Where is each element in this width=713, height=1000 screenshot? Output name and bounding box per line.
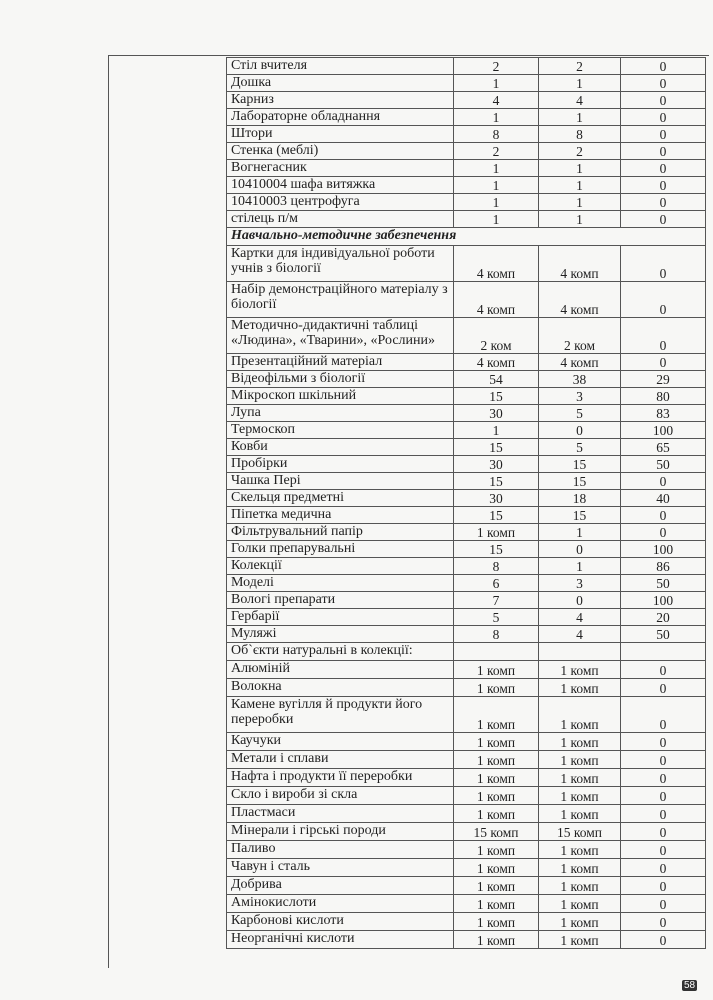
quantity-cell: 1 [454,177,539,194]
percent-cell: 65 [621,439,706,456]
percent-cell: 0 [621,751,706,769]
percent-cell: 0 [621,318,706,354]
item-name: Волокна [227,679,454,697]
percent-cell: 0 [621,143,706,160]
item-name: Муляжі [227,626,454,643]
table-row [227,609,706,626]
quantity-cell: 1 комп [454,679,539,697]
item-name: стілець п/м [227,211,454,228]
percent-cell: 0 [621,823,706,841]
table-row [227,733,706,751]
percent-cell: 0 [621,805,706,823]
quantity-cell: 8 [454,558,539,575]
count-cell: 4 [539,92,621,109]
percent-cell: 50 [621,626,706,643]
percent-cell: 0 [621,211,706,228]
count-cell: 3 [539,575,621,592]
percent-cell: 0 [621,895,706,913]
item-name: Лупа [227,405,454,422]
table-row [227,679,706,697]
count-cell: 1 [539,558,621,575]
item-name: Об`єкти натуральні в колекції: [227,643,454,661]
item-name: Стіл вчителя [227,58,454,75]
table-row [227,371,706,388]
quantity-cell: 15 комп [454,823,539,841]
count-cell: 1 комп [539,769,621,787]
table-row [227,877,706,895]
count-cell: 1 комп [539,931,621,949]
percent-cell [621,643,706,661]
table-row [227,228,706,246]
count-cell: 1 комп [539,859,621,877]
table-row [227,769,706,787]
percent-cell: 100 [621,541,706,558]
item-name: 10410003 центрофуга [227,194,454,211]
quantity-cell: 8 [454,126,539,143]
item-name: Мікроскоп шкільний [227,388,454,405]
table-row [227,697,706,733]
item-name: Каменe вугілля й продукти його переробки [227,697,454,733]
item-name: Каучуки [227,733,454,751]
quantity-cell: 1 комп [454,769,539,787]
quantity-cell: 1 комп [454,805,539,823]
quantity-cell: 15 [454,388,539,405]
count-cell: 3 [539,388,621,405]
count-cell: 1 комп [539,787,621,805]
percent-cell: 0 [621,92,706,109]
count-cell: 1 комп [539,877,621,895]
quantity-cell: 54 [454,371,539,388]
count-cell: 2 ком [539,318,621,354]
item-name: Набір демонстраційного матеріалу з біології [227,282,454,318]
item-name: Пробірки [227,456,454,473]
percent-cell: 0 [621,246,706,282]
count-cell: 15 комп [539,823,621,841]
quantity-cell: 1 [454,211,539,228]
quantity-cell: 15 [454,541,539,558]
percent-cell: 83 [621,405,706,422]
item-name: Карбонові кислоти [227,913,454,931]
inventory-table [226,57,706,949]
table-row [227,354,706,371]
quantity-cell: 1 комп [454,751,539,769]
percent-cell: 50 [621,456,706,473]
item-name: Чашка Пері [227,473,454,490]
quantity-cell: 6 [454,575,539,592]
quantity-cell: 15 [454,473,539,490]
count-cell: 1 [539,177,621,194]
percent-cell: 0 [621,160,706,177]
table-row [227,507,706,524]
quantity-cell: 4 комп [454,282,539,318]
item-name: Алюміній [227,661,454,679]
percent-cell: 0 [621,697,706,733]
table-row [227,282,706,318]
count-cell: 38 [539,371,621,388]
table-row [227,456,706,473]
count-cell: 1 [539,524,621,541]
page-number: 58 [684,980,696,991]
count-cell: 4 комп [539,354,621,371]
item-name: Паливо [227,841,454,859]
table-row [227,194,706,211]
count-cell [539,643,621,661]
percent-cell: 0 [621,931,706,949]
item-name: Гербарії [227,609,454,626]
count-cell: 1 комп [539,661,621,679]
quantity-cell: 30 [454,490,539,507]
table-row [227,558,706,575]
percent-cell: 0 [621,58,706,75]
table-row [227,643,706,661]
percent-cell: 40 [621,490,706,507]
percent-cell: 0 [621,75,706,92]
quantity-cell: 1 комп [454,661,539,679]
item-name: Фільтрувальний папір [227,524,454,541]
item-name: Презентаційний матеріал [227,354,454,371]
percent-cell: 50 [621,575,706,592]
table-row [227,661,706,679]
quantity-cell: 1 [454,422,539,439]
count-cell: 1 [539,211,621,228]
count-cell: 5 [539,439,621,456]
quantity-cell: 1 комп [454,841,539,859]
percent-cell: 0 [621,841,706,859]
item-name: Дошка [227,75,454,92]
table-row [227,177,706,194]
count-cell: 0 [539,541,621,558]
table-row [227,490,706,507]
table-row [227,318,706,354]
quantity-cell: 1 комп [454,931,539,949]
count-cell: 1 комп [539,697,621,733]
count-cell: 1 [539,75,621,92]
table-row [227,473,706,490]
count-cell: 4 комп [539,282,621,318]
percent-cell: 0 [621,524,706,541]
item-name: Скельця предметні [227,490,454,507]
count-cell: 1 комп [539,679,621,697]
percent-cell: 0 [621,661,706,679]
item-name: 10410004 шафа витяжка [227,177,454,194]
table-row [227,58,706,75]
table-row [227,859,706,877]
table-row [227,126,706,143]
percent-cell: 20 [621,609,706,626]
quantity-cell: 1 [454,75,539,92]
percent-cell: 0 [621,787,706,805]
item-name: Картки для індивідуальної роботи учнів з біології [227,246,454,282]
item-name: Стенка (меблі) [227,143,454,160]
table-row [227,592,706,609]
count-cell: 1 комп [539,805,621,823]
item-name: Штори [227,126,454,143]
percent-cell: 100 [621,422,706,439]
table-row [227,422,706,439]
percent-cell: 0 [621,126,706,143]
table-row [227,439,706,456]
item-name: Амінокислоти [227,895,454,913]
item-name: Метали і сплави [227,751,454,769]
table-row [227,75,706,92]
count-cell: 2 [539,143,621,160]
quantity-cell: 1 комп [454,895,539,913]
table-row [227,823,706,841]
quantity-cell: 1 комп [454,877,539,895]
count-cell: 1 [539,109,621,126]
quantity-cell: 15 [454,439,539,456]
item-name: Карниз [227,92,454,109]
item-name: Скло і вироби зі скла [227,787,454,805]
quantity-cell: 1 комп [454,733,539,751]
item-name: Піпетка медична [227,507,454,524]
count-cell: 2 [539,58,621,75]
percent-cell: 0 [621,679,706,697]
table-row [227,931,706,949]
quantity-cell: 1 [454,194,539,211]
table-row [227,751,706,769]
table-row [227,92,706,109]
count-cell: 15 [539,473,621,490]
quantity-cell [454,643,539,661]
item-name: Колекції [227,558,454,575]
quantity-cell: 8 [454,626,539,643]
table-row [227,913,706,931]
table-row [227,388,706,405]
percent-cell: 80 [621,388,706,405]
item-name: Термоскоп [227,422,454,439]
table-row [227,541,706,558]
percent-cell: 0 [621,913,706,931]
item-name: Чавун і сталь [227,859,454,877]
percent-cell: 100 [621,592,706,609]
count-cell: 18 [539,490,621,507]
section-heading: Навчально-методичне забезпечення [227,228,706,246]
count-cell: 5 [539,405,621,422]
item-name: Методично-дидактичні таблиці «Людина», «Тварини», «Рослини» [227,318,454,354]
count-cell: 15 [539,507,621,524]
item-name: Моделі [227,575,454,592]
percent-cell: 86 [621,558,706,575]
quantity-cell: 1 комп [454,697,539,733]
quantity-cell: 2 ком [454,318,539,354]
percent-cell: 0 [621,194,706,211]
quantity-cell: 1 [454,109,539,126]
quantity-cell: 30 [454,405,539,422]
count-cell: 4 комп [539,246,621,282]
item-name: Мінерали і гірські породи [227,823,454,841]
table-row [227,626,706,643]
table-row [227,841,706,859]
quantity-cell: 4 комп [454,246,539,282]
quantity-cell: 5 [454,609,539,626]
item-name: Лабораторне обладнання [227,109,454,126]
percent-cell: 0 [621,859,706,877]
percent-cell: 29 [621,371,706,388]
item-name: Ковби [227,439,454,456]
percent-cell: 0 [621,877,706,895]
item-name: Вогнегасник [227,160,454,177]
count-cell: 4 [539,626,621,643]
percent-cell: 0 [621,769,706,787]
table-row [227,143,706,160]
count-cell: 0 [539,422,621,439]
quantity-cell: 30 [454,456,539,473]
percent-cell: 0 [621,354,706,371]
percent-cell: 0 [621,282,706,318]
count-cell: 1 комп [539,913,621,931]
table-row [227,805,706,823]
quantity-cell: 4 [454,92,539,109]
quantity-cell: 1 комп [454,524,539,541]
count-cell: 1 комп [539,841,621,859]
count-cell: 1 [539,194,621,211]
quantity-cell: 2 [454,58,539,75]
table-row [227,211,706,228]
count-cell: 4 [539,609,621,626]
item-name: Вологі препарати [227,592,454,609]
quantity-cell: 1 [454,160,539,177]
count-cell: 1 [539,160,621,177]
table-row [227,405,706,422]
table-row [227,160,706,177]
table-row [227,524,706,541]
percent-cell: 0 [621,507,706,524]
item-name: Неорганічні кислоти [227,931,454,949]
percent-cell: 0 [621,733,706,751]
item-name: Відеофільми з біології [227,371,454,388]
quantity-cell: 15 [454,507,539,524]
percent-cell: 0 [621,109,706,126]
quantity-cell: 4 комп [454,354,539,371]
percent-cell: 0 [621,177,706,194]
quantity-cell: 1 комп [454,859,539,877]
item-name: Пластмаси [227,805,454,823]
quantity-cell: 2 [454,143,539,160]
item-name: Добрива [227,877,454,895]
table-row [227,109,706,126]
quantity-cell: 7 [454,592,539,609]
count-cell: 15 [539,456,621,473]
count-cell: 1 комп [539,751,621,769]
count-cell: 0 [539,592,621,609]
item-name: Нафта і продукти її переробки [227,769,454,787]
item-name: Голки препарувальні [227,541,454,558]
percent-cell: 0 [621,473,706,490]
table-row [227,895,706,913]
count-cell: 1 комп [539,733,621,751]
table-row [227,575,706,592]
table-row [227,246,706,282]
count-cell: 8 [539,126,621,143]
count-cell: 1 комп [539,895,621,913]
quantity-cell: 1 комп [454,787,539,805]
table-row [227,787,706,805]
quantity-cell: 1 комп [454,913,539,931]
